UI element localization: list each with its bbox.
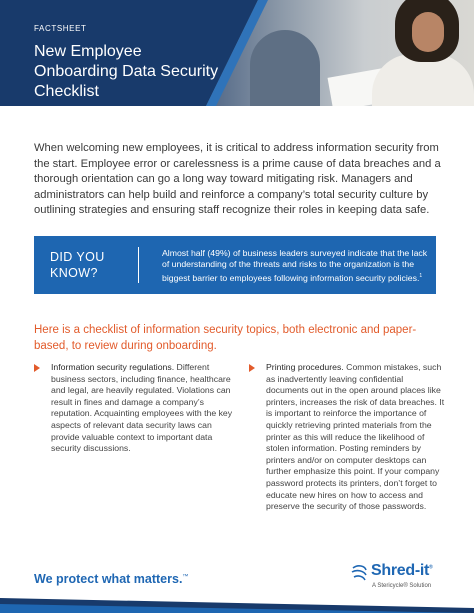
- did-you-know-callout: [34, 236, 436, 294]
- tagline-trademark: ™: [182, 573, 189, 580]
- checklist-item-heading: Printing procedures.: [266, 362, 344, 372]
- checklist-item-text: [266, 362, 445, 513]
- triangle-bullet-icon: [34, 364, 40, 372]
- checklist-item-heading: Information security regulations.: [51, 362, 175, 372]
- photo-face: [412, 12, 444, 52]
- footer-tagline: [34, 572, 188, 586]
- intro-paragraph: When welcoming new employees, it is critical to address information security from the start. Employee error or carelessness is a prime cause of data breaches and a thorough orientation can go a long way toward mitigating risk. Managers and administrators can help build and reinforce a company’s total security culture by outlining strategies and ensuring staff recognize their roles in keeping data safe.: [34, 142, 441, 217]
- header-banner: [0, 0, 474, 106]
- checklist-item-body: Common mistakes, such as inadvertently leaving confidential documents out in the open around places like printers, increases the risk of data breaches. It is important to reinforce the importance of quickly retrieving printed materials from the printer as this will reduce the likelihood of stolen information. Posting reminders by printers and/or on computer desktops can further emphasize this point. If your company password protects its printers, don’t forget to educate new hires on how to access and preserve the security of those passwords.: [266, 362, 445, 512]
- logo-registered-mark: ®: [429, 564, 433, 571]
- page-title: New Employee Onboarding Data Security Checklist: [34, 43, 219, 100]
- logo-wordmark-text: Shred-it: [371, 562, 430, 579]
- tagline-text: We protect what matters.: [34, 572, 183, 586]
- factsheet-label: FACTSHEET: [34, 24, 87, 33]
- logo-subtitle: A Stericycle® Solution: [372, 583, 432, 589]
- triangle-bullet-icon: [249, 364, 255, 372]
- checklist-lead: Here is a checklist of information security topics, both electronic and paper-based, to review during onboarding.: [34, 324, 417, 352]
- checklist-item-text: [51, 362, 234, 455]
- shred-it-logo: [350, 561, 450, 595]
- shred-it-logo-icon: [350, 564, 370, 584]
- logo-wordmark: [371, 562, 432, 580]
- callout-label: DID YOU KNOW?: [50, 250, 105, 280]
- checklist-item-printing: [249, 362, 445, 513]
- callout-statement: Almost half (49%) of business leaders surveyed indicate that the lack of understanding of the threats and risks to the organization is the biggest barrier to employees following information security policies.: [162, 248, 428, 283]
- callout-text: [162, 248, 430, 284]
- checklist-item-body: Different business sectors, including finance, healthcare and legal, are heavily regulated. Violations can result in fines and damage a company’s reputation. Acquainting employees with the key aspects of relevant data security laws can provide valuable context to important data security discussions.: [51, 362, 233, 454]
- photo-person-silhouette: [250, 30, 320, 106]
- checklist-item-regulations: [34, 362, 234, 455]
- callout-footnote: 1: [419, 272, 423, 279]
- callout-divider: [138, 247, 139, 283]
